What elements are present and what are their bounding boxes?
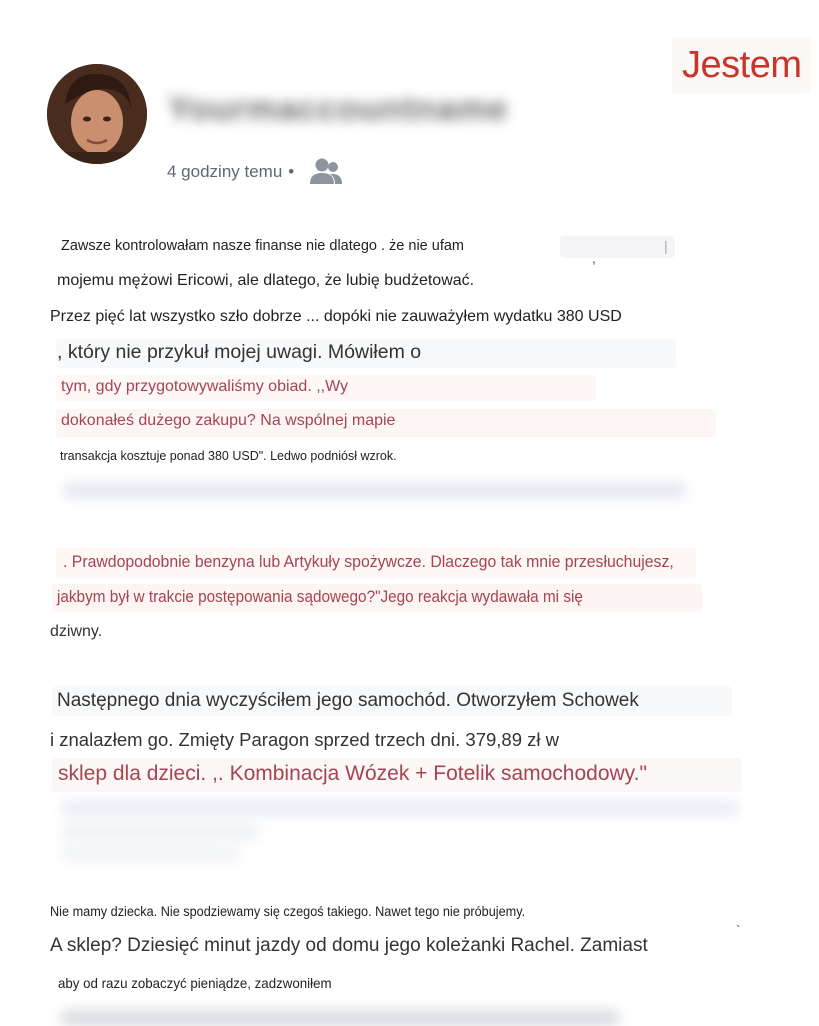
post-text-line: , który nie przykuł mojej uwagi. Mówiłem o — [57, 341, 422, 363]
blurred-text — [60, 824, 260, 840]
post-text-line: mojemu mężowi Ericowi, ale dlatego, że lubię budżetować. — [57, 272, 475, 289]
post-text-line: Nie mamy dziecka. Nie spodziewamy się czegoś takiego. Nawet tego nie próbujemy. — [50, 904, 526, 919]
post-text-line: transakcja kosztuje ponad 380 USD". Ledwo podniósł wzrok. — [60, 449, 397, 463]
post-text-line: sklep dla dzieci. ,. Kombinacja Wózek + Fotelik samochodowy." — [58, 762, 647, 785]
post-text-line: aby od razu zobaczyć pieniądze, zadzwoniłem — [58, 975, 332, 991]
post-text-line: . Prawdopodobnie benzyna lub Artykuły spożywcze. Dlaczego tak mnie przesłuchujesz, — [63, 552, 674, 571]
post-text-line: tym, gdy przygotowywaliśmy obiad. ,,Wy — [61, 378, 349, 395]
post-text-line: Zawsze kontrolowałam nasze finanse nie dlatego . że nie ufam — [61, 238, 464, 254]
username[interactable]: Yourmaccountname — [168, 90, 509, 128]
post-text-line: Następnego dnia wyczyściłem jego samochód. Otworzyłem Schowek — [57, 690, 639, 711]
stray-mark: ` — [736, 922, 741, 938]
meta-separator: • — [288, 162, 295, 181]
blurred-text — [60, 800, 740, 816]
timestamp[interactable]: 4 godziny temu — [167, 162, 283, 181]
post-text-line: Przez pięć lat wszystko szło dobrze ... dopóki nie zauważyłem wydatku 380 USD — [50, 308, 622, 325]
blurred-text — [62, 482, 687, 498]
post-text-line: i znalazłem go. Zmięty Paragon sprzed trzech dni. 379,89 zł w — [50, 729, 559, 750]
avatar[interactable] — [47, 64, 147, 164]
post-text-line: A sklep? Dziesięć minut jazdy od domu jego koleżanki Rachel. Zamiast — [50, 935, 648, 956]
friends-icon[interactable] — [308, 156, 344, 188]
post-text-line: jakbym był w trakcie postępowania sądowego?"Jego reakcja wydawała mi się — [57, 587, 583, 606]
post-meta — [167, 156, 344, 188]
blurred-text — [60, 846, 240, 862]
stray-mark: , — [592, 250, 596, 266]
stray-mark: | — [664, 238, 668, 254]
post-text-line: dokonałeś dużego zakupu? Na wspólnej mapie — [61, 412, 396, 429]
brand-watermark: Jestem — [672, 38, 811, 93]
post-text-line: dziwny. — [50, 623, 103, 640]
text-highlight — [560, 236, 675, 258]
